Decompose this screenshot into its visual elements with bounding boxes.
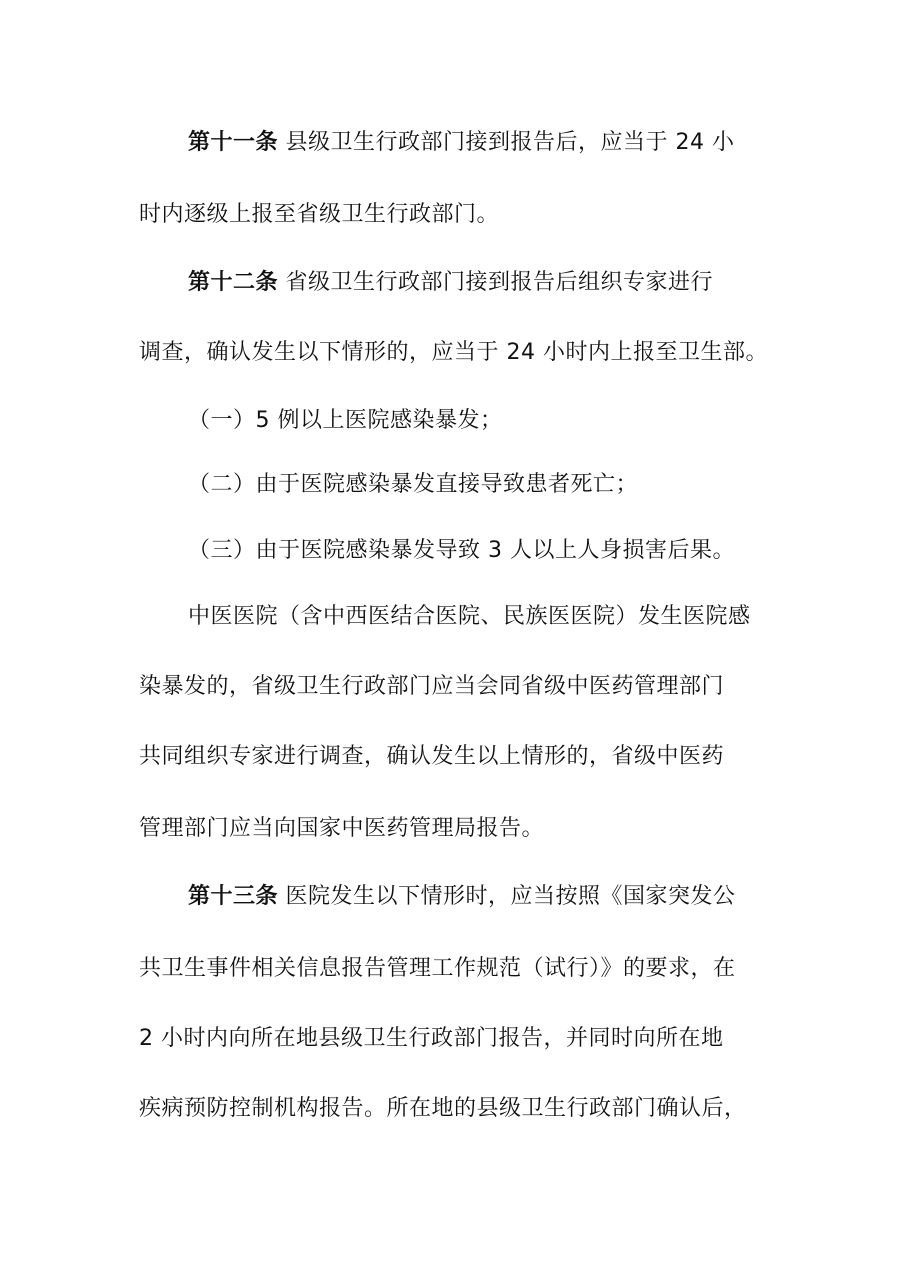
art13-line-2: 共卫生事件相关信息报告管理工作规范（试行）》的要求，在 [139, 956, 736, 981]
art12-line-1 [188, 268, 713, 298]
art11-heading: 第十一条 [188, 130, 279, 155]
art12-item-1: （一）5 例以上医院感染暴发； [188, 408, 503, 433]
art11-text-1: 县级卫生行政部门接到报告后，应当于 24 小 [278, 130, 735, 155]
art13-line-1 [188, 882, 736, 912]
tcm-line-1: 中医医院（含中西医结合医院、民族医医院）发生医院感 [188, 604, 751, 629]
tcm-line-3: 共同组织专家进行调查，确认发生以上情形的，省级中医药 [139, 744, 725, 769]
art12-item-3: （三）由于医院感染暴发导致 3 人以上人身损害后果。 [188, 538, 735, 563]
tcm-line-2: 染暴发的，省级卫生行政部门应当会同省级中医药管理部门 [139, 674, 725, 699]
art13-heading: 第十三条 [188, 884, 279, 909]
art11-line-2: 时内逐级上报至省级卫生行政部门。 [139, 202, 500, 227]
art13-text-1: 医院发生以下情形时，应当按照《国家突发公 [278, 884, 736, 909]
art12-item-2: （二）由于医院感染暴发直接导致患者死亡； [188, 472, 639, 497]
art12-heading: 第十二条 [188, 270, 279, 295]
art12-line-2: 调查，确认发生以下情形的，应当于 24 小时内上报至卫生部。 [139, 340, 768, 365]
art12-text-1: 省级卫生行政部门接到报告后组织专家进行 [278, 270, 714, 295]
tcm-line-4: 管理部门应当向国家中医药管理局报告。 [139, 816, 545, 841]
art11-line-1 [188, 128, 735, 158]
art13-line-4: 疾病预防控制机构报告。所在地的县级卫生行政部门确认后， [139, 1096, 747, 1121]
art13-line-3: 2 小时内向所在地县级卫生行政部门报告，并同时向所在地 [139, 1026, 724, 1051]
